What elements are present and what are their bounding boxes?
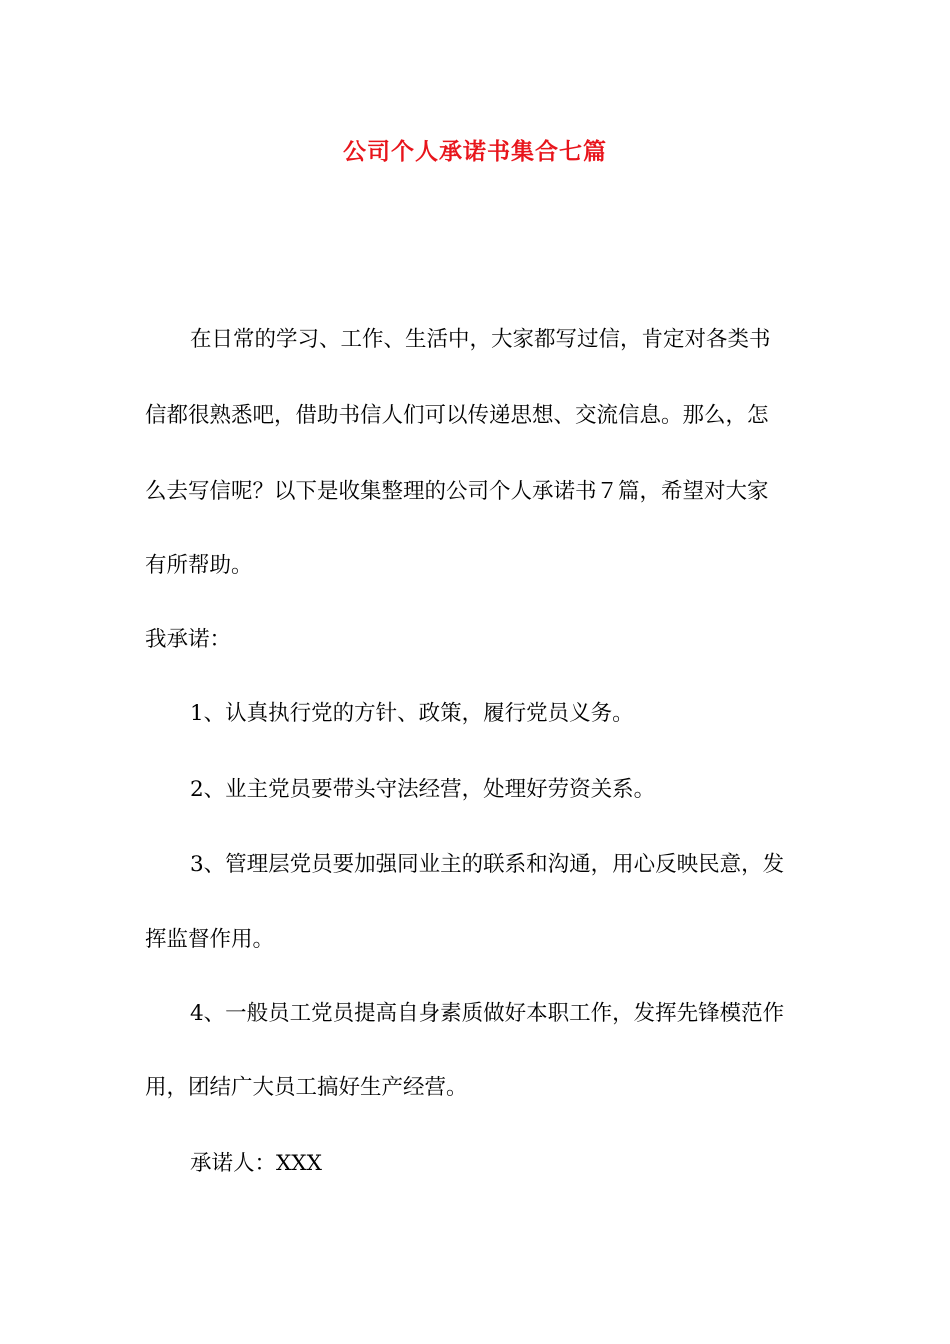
list-item: 4、一般员工党员提高自身素质做好本职工作，发挥先锋模范作: [190, 1001, 785, 1026]
signature-line: 承诺人：XXX: [190, 1151, 322, 1176]
list-item: 2、业主党员要带头守法经营，处理好劳资关系。: [190, 777, 656, 802]
paragraph-line: 信都很熟悉吧，借助书信人们可以传递思想、交流信息。那么，怎: [145, 403, 769, 428]
document-title: 公司个人承诺书集合七篇: [343, 138, 607, 165]
list-item: 1、认真执行党的方针、政策，履行党员义务。: [190, 701, 634, 726]
paragraph-line: 在日常的学习、工作、生活中，大家都写过信，肯定对各类书: [190, 327, 771, 352]
list-item-continuation: 挥监督作用。: [145, 927, 275, 952]
paragraph-line: 有所帮助。: [145, 553, 253, 578]
list-item: 3、管理层党员要加强同业主的联系和沟通，用心反映民意，发: [190, 852, 785, 877]
paragraph-line: 我承诺：: [145, 627, 232, 652]
paragraph-line: 么去写信呢？以下是收集整理的公司个人承诺书７篇，希望对大家: [145, 479, 769, 504]
list-item-continuation: 用，团结广大员工搞好生产经营。: [145, 1075, 468, 1100]
